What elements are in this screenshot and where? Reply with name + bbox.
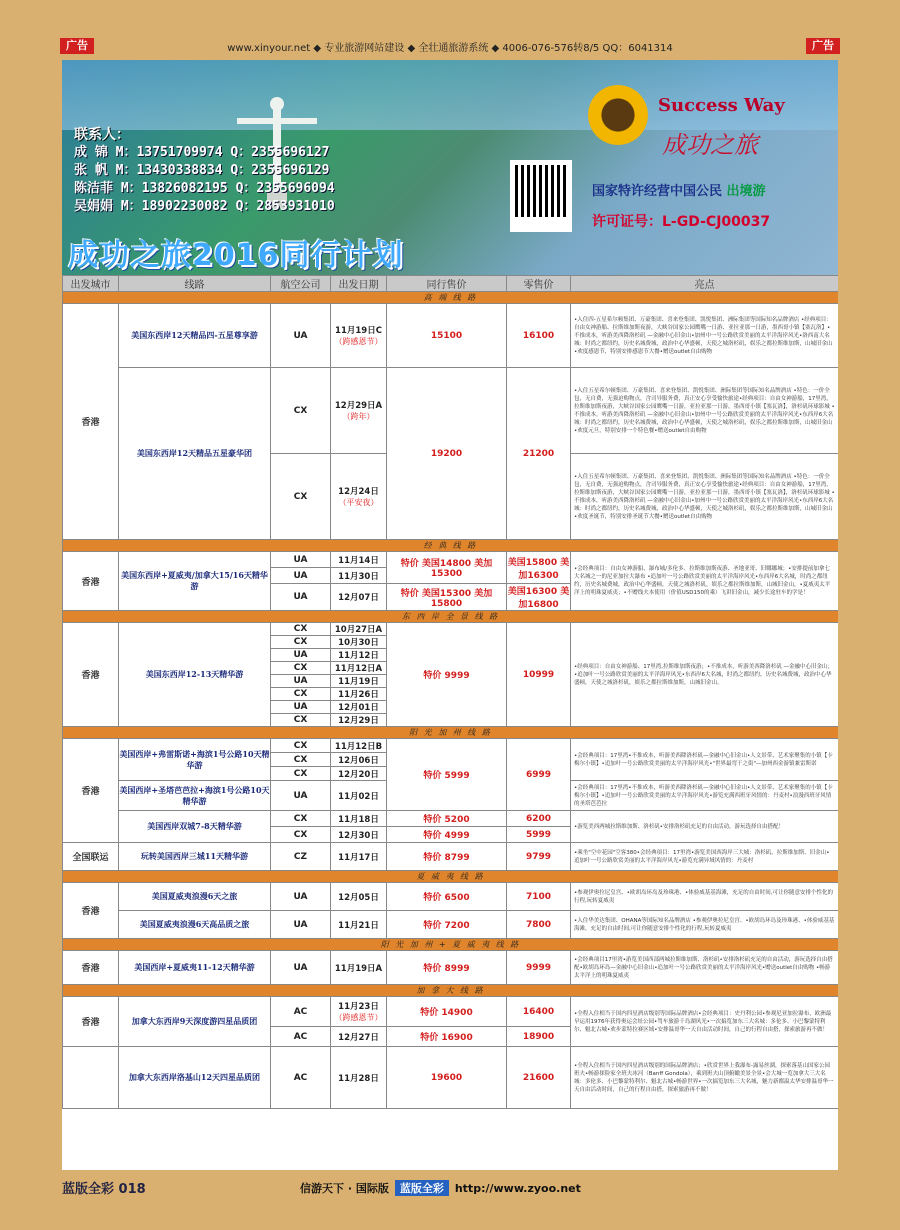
- brand-name-en: Success Way: [658, 95, 785, 116]
- section-row: [63, 540, 839, 552]
- departure-city: 香港: [63, 304, 119, 540]
- departure-date: [331, 368, 387, 454]
- airline: UA: [271, 584, 331, 611]
- trade-price: 特价 6500: [387, 883, 507, 911]
- airline: CX: [271, 368, 331, 454]
- route-name: 玩转美国西岸三城11天精华游: [119, 843, 271, 871]
- route-name: 加拿大东西岸洛基山12天四星品质团: [119, 1047, 271, 1109]
- retail-price: 21200: [507, 368, 571, 540]
- section-row: [63, 985, 839, 997]
- table-row: [63, 623, 839, 636]
- table-row: [63, 911, 839, 939]
- banner: [62, 60, 838, 275]
- section-title: 东 西 岸 全 景 线 路: [63, 611, 839, 623]
- airline: UA: [271, 701, 331, 714]
- contact-row: 成 锦 M：13751709974 Q：2355696127: [74, 145, 330, 160]
- airline: CX: [271, 454, 331, 540]
- col-header: 亮点: [571, 276, 839, 292]
- trade-price: 特价 8799: [387, 843, 507, 871]
- retail-price: 7100: [507, 883, 571, 911]
- departure-city: 香港: [63, 739, 119, 843]
- departure-city: 香港: [63, 623, 119, 727]
- departure-date: [331, 997, 387, 1027]
- section-row: [63, 871, 839, 883]
- airline: CX: [271, 636, 331, 649]
- brand-name-cn: 成功之旅: [662, 131, 758, 159]
- tour-table: [62, 275, 838, 1109]
- highlights: •经典项目：自由女神游船、17里湾,拉斯维加斯夜游；•不推成本，听游美西降洛杉矶 —金融中心旧金山；•追加叶一号公路欣赏美丽的太平洋海岸风光•东西岸6大名城，时尚之都纽约，历史名城费城，政治中心华盛顿，天使之城洛杉矶，娱乐之都拉斯维加斯，山城旧金山。: [571, 623, 839, 727]
- retail-price: 21600: [507, 1047, 571, 1109]
- route-name: 美国东西岸+夏威夷/加拿大15/16天精华游: [119, 552, 271, 611]
- route-name: 美国西岸+弗雷斯诺+海滨1号公路10天精华游: [119, 739, 271, 781]
- airline: CX: [271, 753, 331, 767]
- contact-row: 吴娟娟 M：18902230082 Q：2853931010: [74, 199, 335, 214]
- table-row: [63, 739, 839, 753]
- highlights: •入住五星希尔顿集团、万豪集团、喜来登集团、凯悦集团、洲际集团等国际知名品牌酒店 •特色：一价全包，无自费，无强迫购物点，含司导服务费，真正安心享受愉快旅途•经典项目：自由女神游船，17里湾，拉斯维加斯夜游，大峡谷国家公园鹰嘴一日游，亚拉亚那一日游，墨西哥小镇【塞瓦洛】，洛杉矶环球影城 •不推成本，听游美西降洛杉矶 —金融中心旧金山•加州中一号公路欣赏美丽的太平洋海岸风光•东西岸6大名城：时尚之都纽约，历史名城费城，政治中心华盛顿，天使之城洛杉矶，娱乐之都拉斯维加斯，山城旧金山•欢度元旦，特别安排一个特色餐•赠送outlet自由购物: [571, 368, 839, 454]
- airline: UA: [271, 552, 331, 568]
- route-name: 美国夏威夷浪漫6天高品质之旅: [119, 911, 271, 939]
- highlights: •参观伊奥拉尼皇宫、•欧胡岛环岛及珍珠港、•体验威基基海滩，充足的自由时间,可让你随意安排个性化的行程,玩转夏威夷: [571, 883, 839, 911]
- contacts-title: 联系人：: [74, 127, 130, 143]
- retail-price: 10999: [507, 623, 571, 727]
- airline: UA: [271, 911, 331, 939]
- departure-date: 12月29日: [331, 714, 387, 727]
- highlights: •会经典项目17里湾•游览美国西部两城拉斯维加斯、洛杉矶•安排洛杉矶充足的自由活动，游玩选择自由搭配•欧胡岛环岛—金融中心旧金山•追加叶一号公路欣赏美丽的太平洋海岸风光•赠送outlet自由购物 •畅游太平洋上的明珠夏威夷: [571, 951, 839, 985]
- airline: UA: [271, 649, 331, 662]
- date-text: 11月19日C: [335, 326, 382, 336]
- departure-date: 11月18日: [331, 811, 387, 827]
- airline: CX: [271, 662, 331, 675]
- contact-row: 陈洁菲 M：13826082195 Q：2355696094: [74, 181, 335, 196]
- table-row: [63, 368, 839, 454]
- section-title: 加 拿 大 线 路: [63, 985, 839, 997]
- table-row: [63, 883, 839, 911]
- airline: UA: [271, 304, 331, 368]
- brochure-page: [62, 60, 838, 1170]
- date-note: （跨感恩节）: [334, 337, 383, 346]
- sunflower-logo-icon: [588, 85, 648, 145]
- departure-city: 全国联运: [63, 843, 119, 871]
- table-header-row: [63, 276, 839, 292]
- airline: AC: [271, 1027, 331, 1047]
- retail-price: 6200: [507, 811, 571, 827]
- date-text: 11月23日: [338, 1002, 379, 1012]
- highlights: •全程入住相当于国内四星酒店级别等国际品牌酒店•会经典项目：史丹利公园•参观尼亚加拉瀑布，欧洲最早运用1976年获得奥运会址公园•驾车旅游千岛湖风光•一次搞览加东三大名城：多伦多、小巴黎蒙特利尔、魁北古城•欢步蒙特拉赛区域•安排温哥华一天自由活动时间，自己的行程自由搭，探索旅游再不做！: [571, 997, 839, 1047]
- route-name: 美国夏威夷浪漫6天之旅: [119, 883, 271, 911]
- date-text: 12月24日: [338, 487, 379, 497]
- airline: UA: [271, 951, 331, 985]
- col-header: 线路: [119, 276, 271, 292]
- departure-city: 香港: [63, 883, 119, 939]
- trade-price: 特价 8999: [387, 951, 507, 985]
- section-title: 阳 光 加 州 线 路: [63, 727, 839, 739]
- retail-price: 7800: [507, 911, 571, 939]
- departure-date: 11月12日B: [331, 739, 387, 753]
- brand-block: [582, 85, 838, 245]
- departure-date: 12月01日: [331, 701, 387, 714]
- section-row: [63, 939, 839, 951]
- departure-date: 12月07日: [331, 584, 387, 611]
- departure-date: 12月20日: [331, 767, 387, 781]
- highlights: •入住四-五星希尔顿集团、万豪集团、喜来登集团、凯悦集团、洲际集团等国际知名品牌酒店 •经典项目：自由女神游船、拉斯维加斯夜游，大峡谷国家公园鹰嘴一日游、亚拉亚那一日游，墨西哥小镇【塞瓦洛】•不推成本，听游美西降洛杉矶 —金融中心旧金山•加州中一号公路欣赏美丽的太平洋海岸风光•洛西南大名城：时尚之都纽约，历史名城费城，政治中心华盛顿，天使之城洛杉矶，娱乐之都拉斯维加斯，山城旧金山•欢度感恩节，特别安排感恩节大餐•赠送outlet自由购物: [571, 304, 839, 368]
- departure-city: 香港: [63, 951, 119, 985]
- retail-price: 9999: [507, 951, 571, 985]
- date-note: （跨感恩节）: [334, 1013, 383, 1022]
- trade-price: 特价 9999: [387, 623, 507, 727]
- table-row: [63, 1047, 839, 1109]
- trade-price: 特价 美国15300 美加15800: [387, 584, 507, 611]
- trade-price: 15100: [387, 304, 507, 368]
- trade-price: 特价 5200: [387, 811, 507, 827]
- section-title: 高 端 线 路: [63, 292, 839, 304]
- contacts-block: [74, 124, 335, 216]
- retail-price: 9799: [507, 843, 571, 871]
- departure-date: 11月17日: [331, 843, 387, 871]
- qr-pattern: [515, 165, 567, 217]
- date-note: （平安夜）: [338, 498, 379, 507]
- highlights: •全程入住相当于国内四星酒店级别的国际品牌酒店；•欣赏世界上我瀑布-露易丝湖，探索落基山国家公园班夫•畅游探险家全班夫冰河（Banff Gondola），乘到班夫山顶俯瞰美景全景•会大城一览加拿大三大名城：多伦多、小巴黎蒙特利尔、魁北古城•畅游世界•一次搞览加东三大名城，魅力新都温太华安排温哥华一天自由活动时间，自己的行程自由搭，探索旅游再不做！: [571, 1047, 839, 1109]
- departure-date: 11月14日: [331, 552, 387, 568]
- license-line: [592, 180, 766, 199]
- footer-url: http://www.zyoo.net: [454, 1182, 581, 1195]
- trade-price: 19200: [387, 368, 507, 540]
- trade-price: 特价 5999: [387, 739, 507, 811]
- airline: AC: [271, 1047, 331, 1109]
- plan-title: 成功之旅2016同行计划: [68, 238, 404, 273]
- departure-date: 10月27日A: [331, 623, 387, 636]
- departure-date: 12月30日: [331, 827, 387, 843]
- col-header: 同行售价: [387, 276, 507, 292]
- airline: CX: [271, 688, 331, 701]
- departure-city: 香港: [63, 997, 119, 1047]
- footer: [0, 1176, 900, 1198]
- top-bar: [0, 36, 900, 58]
- retail-price: 16400: [507, 997, 571, 1027]
- departure-date: 12月05日: [331, 883, 387, 911]
- departure-date: 11月21日: [331, 911, 387, 939]
- departure-date: 11月26日: [331, 688, 387, 701]
- departure-city: 香港: [63, 552, 119, 611]
- departure-date: 10月30日: [331, 636, 387, 649]
- ad-label-right: 广告: [806, 38, 840, 54]
- departure-date: 12月27日: [331, 1027, 387, 1047]
- trade-price: 特价 7200: [387, 911, 507, 939]
- section-row: [63, 727, 839, 739]
- highlights: •会经典项目：17里湾•不推成本，听游美西降洛杉矶—金融中心旧金山•人文景带、艺术家聚集的小镇【卡梅尔小镇】•追加叶一号公路欣赏美丽的太平洋海岸风光•游览充满西班牙风情的：丹麦村•浪漫西班牙风情的圣塔芭芭拉: [571, 781, 839, 811]
- footer-slogan: [300, 1180, 581, 1196]
- trade-price: 特价 14900: [387, 997, 507, 1027]
- trade-price: 特价 4999: [387, 827, 507, 843]
- col-header: 零售价: [507, 276, 571, 292]
- departure-date: 11月02日: [331, 781, 387, 811]
- airline: UA: [271, 568, 331, 584]
- trade-price: 特价 美国14800 美加15300: [387, 552, 507, 584]
- route-name: 美国东西岸12天精品五星豪华团: [119, 368, 271, 540]
- highlights: •入住五星希尔顿集团、万豪集团、喜来登集团、凯悦集团、洲际集团等国际知名品牌酒店 •特色：一价全包，无自费，无强迫购物点，含司导服务费，真正安心享受愉快旅途•经典项目：自由女神游船，17里湾，拉斯维加斯夜游，大峡谷国家公园鹰嘴一日游，亚拉亚那一日游，墨西哥小镇【塞瓦洛】，洛杉矶环球影城 •不推成本，听游美西降洛杉矶 —金融中心旧金山•加州中一号公路欣赏美丽的太平洋海岸风光•东西岸6大名城：时尚之都纽约，历史名城费城，政治中心华盛顿，天使之城洛杉矶，娱乐之都拉斯维加斯，山城旧金山•欢度圣诞节，特别安排圣诞节大餐•赠送outlet自由购物: [571, 454, 839, 540]
- license-text: 国家特许经营中国公民: [592, 184, 723, 199]
- date-text: 12月29日A: [334, 401, 383, 411]
- route-name: 美国东西岸12天精品四-五星尊享游: [119, 304, 271, 368]
- section-row: [63, 611, 839, 623]
- airline: CX: [271, 827, 331, 843]
- highlights: •游览美西两城拉斯维加斯、洛杉矶•安排洛杉矶充足的自由活动，游玩选择自由搭配！: [571, 811, 839, 843]
- route-name: 加拿大东西岸9天深度游四星品质团: [119, 997, 271, 1047]
- table-row: [63, 843, 839, 871]
- route-name: 美国东西岸12-13天精华游: [119, 623, 271, 727]
- retail-price: 6999: [507, 739, 571, 811]
- retail-price: 美国16300 美加16800: [507, 584, 571, 611]
- retail-price: 美国15800 美加16300: [507, 552, 571, 584]
- section-row: [63, 292, 839, 304]
- highlights: •会经典项目：自由女神游船、瀑布城/多伦多、拉斯维加斯夜游、圣地亚哥、旧娜娜城；•安排提前加拿七大名城之一的尼亚加拉大瀑布 •追加叶一号公路欣赏美丽的太平洋海岸风光•东西岸6大名城，时尚之都纽约，历史名城费城，政治中心华盛顿，天使之城洛杉矶，娱乐之都拉斯维加斯，山城旧金山，•夏威夷太平洋上的明珠夏威夷；•不赠线夫本使用（价值USD150的乘）飞讲旧金山，减少长途驻车的学是！: [571, 552, 839, 611]
- retail-price: 5999: [507, 827, 571, 843]
- section-title: 阳 光 加 州 + 夏 威 夷 线 路: [63, 939, 839, 951]
- airline: CX: [271, 739, 331, 753]
- col-header: 航空公司: [271, 276, 331, 292]
- airline: AC: [271, 997, 331, 1027]
- airline: CX: [271, 623, 331, 636]
- qr-code: [510, 160, 572, 232]
- departure-date: 11月30日: [331, 568, 387, 584]
- slogan-tag: 蓝版全彩: [395, 1180, 449, 1196]
- airline: CX: [271, 767, 331, 781]
- departure-date: 12月06日: [331, 753, 387, 767]
- contact-row: 张 帆 M：13430338834 Q：2355696129: [74, 163, 330, 178]
- section-title: 夏 威 夷 线 路: [63, 871, 839, 883]
- table-row: [63, 951, 839, 985]
- slogan-text: 信游天下 · 国际版: [300, 1182, 389, 1195]
- header-contact-line: www.xinyour.net ◆ 专业旅游网站建设 ◆ 全壮通旅游系统 ◆ 4006-076-576转8/5 QQ：6041314: [227, 43, 673, 54]
- departure-date: 11月19日A: [331, 951, 387, 985]
- table-row: [63, 552, 839, 568]
- license-tag: 出境游: [726, 184, 766, 199]
- airline: CX: [271, 714, 331, 727]
- trade-price: 特价 16900: [387, 1027, 507, 1047]
- departure-date: 11月19日: [331, 675, 387, 688]
- departure-city-empty: [63, 1047, 119, 1109]
- route-name: 美国西岸+夏威夷11-12天精华游: [119, 951, 271, 985]
- route-name: 美国西岸+圣塔芭芭拉+海滨1号公路10天精华游: [119, 781, 271, 811]
- license-number: 许可证号：L-GD-CJ00037: [592, 214, 771, 230]
- table-row: [63, 304, 839, 368]
- col-header: 出发日期: [331, 276, 387, 292]
- date-note: （跨年）: [342, 412, 375, 421]
- airline: UA: [271, 781, 331, 811]
- retail-price: 18900: [507, 1027, 571, 1047]
- section-title: 经 典 线 路: [63, 540, 839, 552]
- departure-date: 11月12日: [331, 649, 387, 662]
- retail-price: 16100: [507, 304, 571, 368]
- col-header: 出发城市: [63, 276, 119, 292]
- airline: CX: [271, 811, 331, 827]
- page-number: 蓝版全彩 018: [62, 1182, 146, 1197]
- table-row: [63, 997, 839, 1027]
- highlights: •乘坐"空中花园"空客380•会经典项目：17里湾•游览美国西海岸三大城：洛杉矶、拉斯维加斯、旧金山•追加叶一号公路欣赏美丽的太平洋海岸风光•游览充满异域风情的：丹麦村: [571, 843, 839, 871]
- airline: CZ: [271, 843, 331, 871]
- departure-date: [331, 304, 387, 368]
- table-row: [63, 811, 839, 827]
- route-name: 美国西岸双城7-8天精华游: [119, 811, 271, 843]
- departure-date: 11月12日A: [331, 662, 387, 675]
- ad-label-left: 广告: [60, 38, 94, 54]
- airline: UA: [271, 883, 331, 911]
- highlights: •入住华美达集团、OHANA等国际知名品牌酒店 •参观伊奥拉尼皇宫、•欧胡岛环岛及珍珠港、•体验威基基海滩，充足的自由时间,可让你随意安排个性化的行程,玩转夏威夷: [571, 911, 839, 939]
- departure-date: 11月28日: [331, 1047, 387, 1109]
- trade-price: 19600: [387, 1047, 507, 1109]
- airline: UA: [271, 675, 331, 688]
- departure-date: [331, 454, 387, 540]
- highlights: •会经典项目：17里湾•不推成本，听游美西降洛杉矶—金融中心旧金山•人文景带、艺术家聚集的小镇【卡梅尔小镇】•追加叶一号公路欣赏美丽的太平洋海岸风光•"世界最弯干之街"—加州西金游镇兼雷斯诺: [571, 739, 839, 781]
